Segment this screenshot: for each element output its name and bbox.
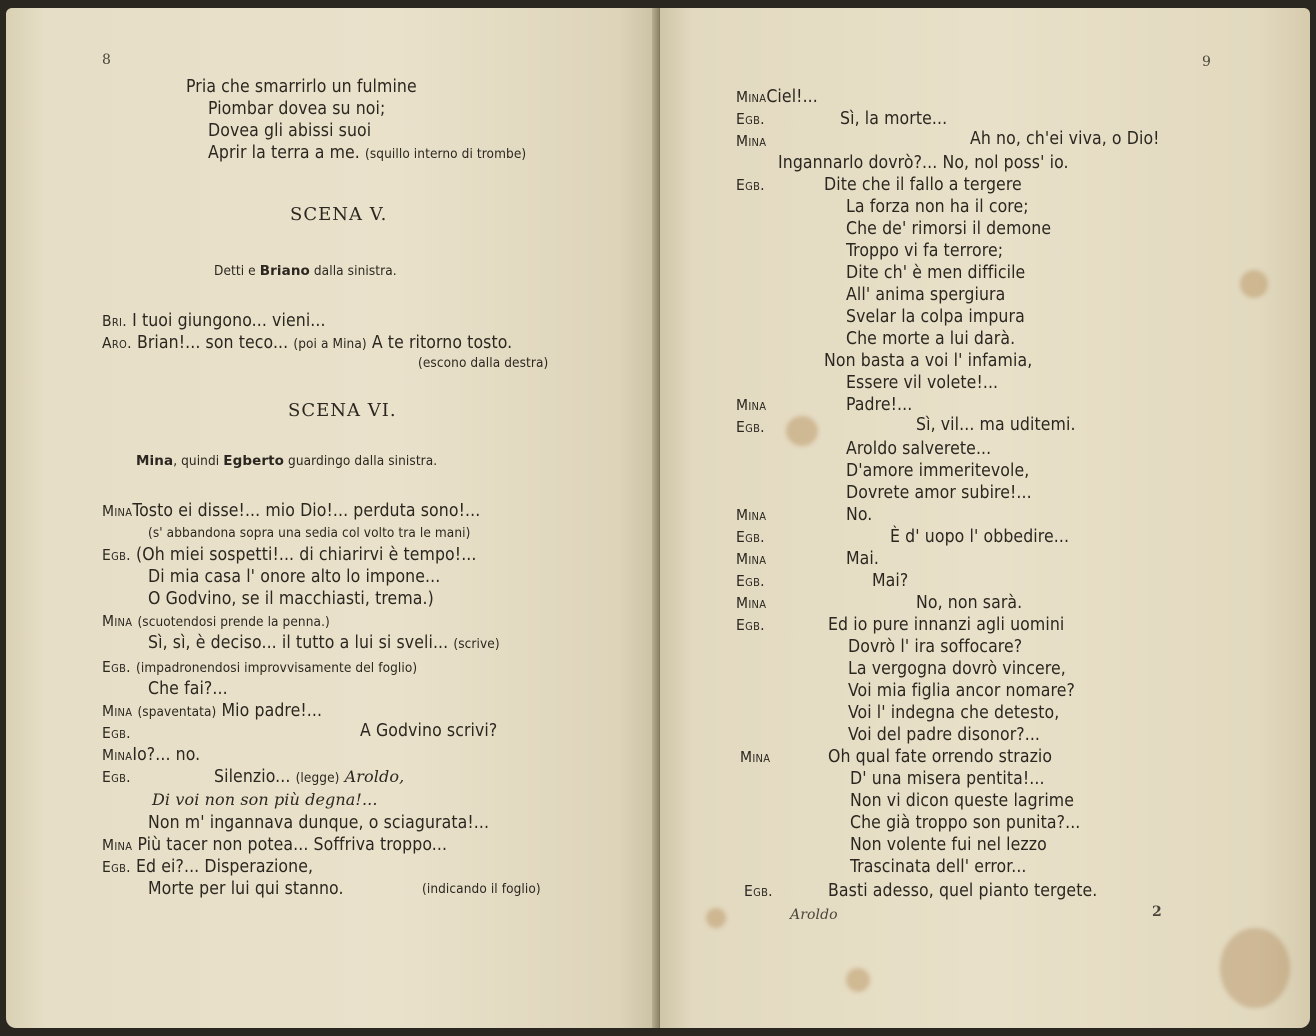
verse-line: La vergogna dovrò vincere, (848, 659, 1066, 679)
scene-heading: SCENA VI. (288, 400, 397, 421)
verse-line: Sì, la morte... (840, 109, 948, 129)
speaker-label: Mina (736, 550, 767, 568)
left-page (6, 8, 658, 1028)
verse-line: Ed io pure innanzi agli uomini (828, 615, 1065, 635)
line-text: Brian!... son teco... (136, 333, 289, 353)
cast-text: , quindi (173, 453, 220, 469)
verse-line: Ingannarlo dovrò?... No, nol poss' io. (778, 153, 1069, 173)
dialogue-line (102, 744, 200, 766)
verse-line: Aroldo salverete... (846, 439, 992, 459)
foxing-stain (1240, 270, 1268, 298)
dialogue-line (102, 656, 417, 679)
verse-line: Oh qual fate orrendo strazio (828, 747, 1053, 767)
cast-name: Mina (136, 453, 174, 469)
speaker-label: Egb. (736, 110, 765, 128)
verse-line: Mai. (846, 549, 880, 569)
verse-line: Di mia casa l' onore alto lo impone... (148, 567, 441, 587)
verse-line: Dite ch' è men difficile (846, 263, 1026, 283)
speaker-label: Mina (736, 396, 767, 414)
line-text: (Oh miei sospetti!... di chiarirvi è tempo!... (136, 545, 477, 565)
verse-line: Voi l' indegna che detesto, (848, 703, 1060, 723)
page-number-left: 8 (102, 52, 111, 68)
cast-text: dalla sinistra. (313, 263, 397, 279)
line-text: Sì, sì, è deciso... il tutto a lui si sveli... (148, 633, 449, 653)
speaker-label: Mina (102, 702, 133, 720)
verse-line: Che de' rimorsi il demone (846, 219, 1052, 239)
line-text: I tuoi giungono... vieni... (132, 311, 326, 331)
dialogue-line (736, 570, 765, 592)
stage-direction: (spaventata) (137, 704, 217, 720)
verse-line (208, 142, 526, 165)
letter-text: Di voi non son più degna!... (152, 790, 378, 809)
speaker-label: Egb. (102, 858, 131, 876)
line-text: Ed ei?... Disperazione, (136, 857, 314, 877)
verse-line: D' una misera pentita!... (850, 769, 1045, 789)
verse-line: Padre!... (846, 395, 913, 415)
speaker-label: Egb. (102, 768, 131, 786)
dialogue-line (736, 130, 766, 152)
stage-direction: (escono dalla destra) (418, 355, 549, 371)
verse-text: Aprir la terra a me. (208, 143, 360, 163)
dialogue-line (736, 86, 818, 108)
verse-line: Basti adesso, quel pianto tergete. (828, 881, 1098, 901)
verse-line: Che morte a lui darà. (846, 329, 1016, 349)
verse-line: Non volente fui nel lezzo (850, 835, 1047, 855)
dialogue-line (736, 592, 766, 614)
verse-line: Trascinata dell' error... (850, 857, 1027, 877)
dialogue-line (736, 394, 766, 416)
verse-line: Mai? (872, 571, 909, 591)
verse-line: Piombar dovea su noi; (208, 99, 386, 119)
speaker-label: Egb. (102, 546, 131, 564)
verse-line: Dovea gli abissi suoi (208, 121, 372, 141)
speaker-label: Egb. (102, 658, 131, 676)
verse-line: Che fai?... (148, 679, 228, 699)
dialogue-line (102, 856, 313, 878)
speaker-label: Egb. (736, 616, 765, 634)
foxing-stain (786, 416, 818, 446)
line-text: Più tacer non potea... Soffriva troppo... (137, 835, 448, 855)
line-text: Ciel!... (766, 87, 818, 107)
speaker-label: Bri. (102, 312, 127, 330)
verse-line: All' anima spergiura (846, 285, 1006, 305)
speaker-label: Egb. (736, 528, 765, 546)
line-text: Mio padre!... (221, 701, 323, 721)
scene-heading: SCENA V. (290, 204, 388, 225)
speaker-label: Mina (102, 746, 133, 764)
foxing-stain (1220, 928, 1290, 1008)
verse-line: Non basta a voi l' infamia, (824, 351, 1033, 371)
foxing-stain (846, 968, 870, 992)
verse-line: La forza non ha il core; (846, 197, 1029, 217)
verse-line: Voi del padre disonor?... (848, 725, 1041, 745)
dialogue-line (102, 722, 131, 744)
verse-line: O Godvino, se il macchiasti, trema.) (148, 589, 434, 609)
letter-text: Aroldo, (344, 767, 405, 786)
verse-line: Dovrete amor subire!... (846, 483, 1032, 503)
speaker-label: Mina (736, 132, 767, 150)
line-text: A te ritorno tosto. (371, 333, 513, 353)
stage-direction: (squillo interno di trombe) (365, 146, 527, 162)
footer-title: Aroldo (790, 907, 838, 923)
speaker-label: Mina (736, 88, 767, 106)
cast-text: guardingo dalla sinistra. (288, 453, 438, 469)
dialogue-line (736, 504, 766, 526)
foxing-stain (706, 908, 726, 928)
verse-line: No, non sarà. (916, 593, 1023, 613)
scene-cast (214, 260, 397, 282)
stage-direction: (scrive) (453, 636, 500, 652)
signature-mark: 2 (1152, 904, 1162, 920)
dialogue-line (102, 700, 322, 723)
stage-direction: (poi a Mina) (293, 336, 367, 352)
speaker-label: Mina (102, 612, 133, 630)
dialogue-line (736, 416, 765, 438)
cast-text: Detti e (214, 263, 256, 279)
verse-line: Dite che il fallo a tergere (824, 175, 1022, 195)
verse-line: Pria che smarrirlo un fulmine (186, 77, 417, 97)
speaker-label: Egb. (736, 176, 765, 194)
verse-line: Troppo vi fa terrore; (846, 241, 1004, 261)
stage-direction: (indicando il foglio) (422, 881, 541, 897)
verse-line: Svelar la colpa impura (846, 307, 1025, 327)
dialogue-line (102, 500, 480, 522)
speaker-label: Mina (102, 502, 133, 520)
cast-name: Briano (259, 263, 310, 279)
verse-line: Morte per lui qui stanno. (148, 879, 344, 899)
stage-direction: (scuotendosi prende la penna.) (137, 614, 330, 630)
verse-line: Voi mia figlia ancor nomare? (848, 681, 1075, 701)
speaker-label: Egb. (744, 882, 773, 900)
speaker-label: Aro. (102, 334, 132, 352)
cast-name: Egberto (223, 453, 285, 469)
stage-direction: (impadronendosi improvvisamente del foglio) (136, 660, 418, 676)
stage-direction: (legge) (295, 770, 340, 786)
verse-line: Dovrò l' ira soffocare? (848, 637, 1023, 657)
page-number-right: 9 (1202, 54, 1211, 70)
verse-line: Essere vil volete!... (846, 373, 999, 393)
verse-line: D'amore immeritevole, (846, 461, 1030, 481)
speaker-label: Egb. (102, 724, 131, 742)
verse-line: Ah no, ch'ei viva, o Dio! (970, 129, 1160, 149)
verse-line: È d' uopo l' obbedire... (890, 527, 1070, 547)
verse-line: Non vi dicon queste lagrime (850, 791, 1075, 811)
dialogue-line (102, 766, 131, 788)
dialogue-line (102, 834, 447, 856)
verse-line (148, 632, 500, 655)
dialogue-line (102, 544, 477, 566)
dialogue-line (736, 614, 765, 636)
dialogue-line (102, 610, 330, 633)
dialogue-line (736, 108, 765, 130)
speaker-label: Mina (736, 506, 767, 524)
dialogue-line (736, 526, 765, 548)
line-text: Tosto ei disse!... mio Dio!... perduta sono!... (132, 501, 481, 521)
line-text: Silenzio... (214, 767, 291, 787)
line-text: Io?... no. (132, 745, 201, 765)
verse-line: Non m' ingannava dunque, o sciagurata!... (148, 813, 490, 833)
verse-line: Che già troppo son punita?... (850, 813, 1081, 833)
verse-line (214, 766, 404, 789)
speaker-label: Mina (740, 748, 771, 766)
dialogue-line (736, 548, 766, 570)
speaker-label: Mina (102, 836, 133, 854)
right-page (660, 8, 1310, 1028)
speaker-label: Egb. (736, 418, 765, 436)
verse-line: A Godvino scrivi? (360, 721, 498, 741)
verse-line: Sì, vil... ma uditemi. (916, 415, 1076, 435)
dialogue-line (744, 880, 773, 902)
dialogue-line (736, 174, 765, 196)
speaker-label: Egb. (736, 572, 765, 590)
scene-cast (136, 450, 437, 472)
verse-line: No. (846, 505, 873, 525)
speaker-label: Mina (736, 594, 767, 612)
dialogue-line (740, 746, 770, 768)
stage-direction: (s' abbandona sopra una sedia col volto tra le mani) (148, 525, 471, 541)
dialogue-line (102, 310, 326, 332)
